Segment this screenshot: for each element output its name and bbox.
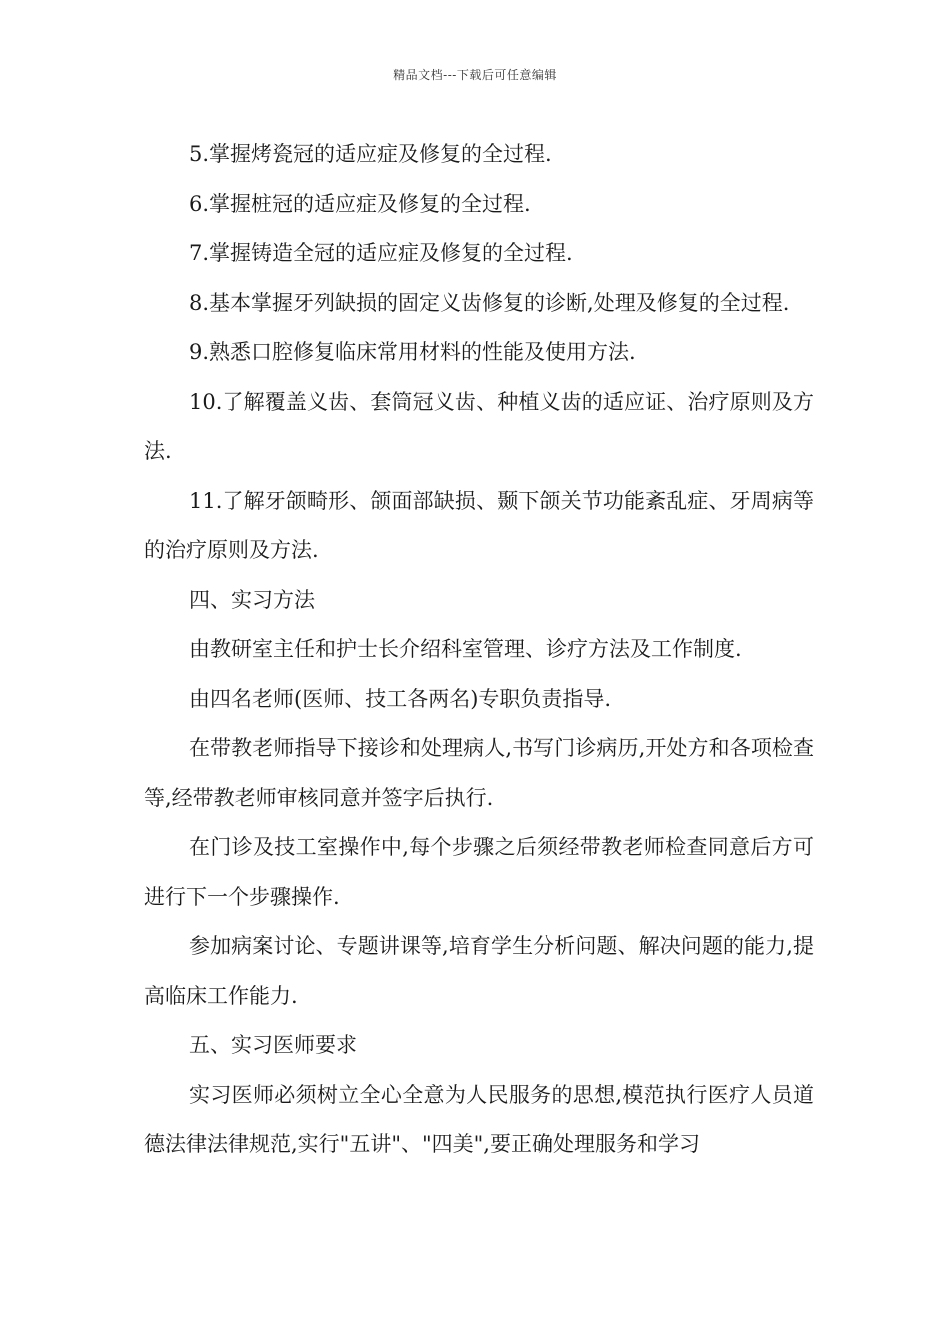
document-body xyxy=(144,130,814,1170)
paragraph-item-8: 8.基本掌握牙列缺损的固定义齿修复的诊断,处理及修复的全过程. xyxy=(189,290,790,315)
paragraph-method-5: 参加病案讨论、专题讲课等,培育学生分析问题、解决问题的能力,提高临床工作能力. xyxy=(144,934,814,1008)
page-header: 精品文档---下载后可任意编辑 xyxy=(393,68,557,82)
paragraph-item-9: 9.熟悉口腔修复临床常用材料的性能及使用方法. xyxy=(189,340,636,364)
paragraph-item-5: 5.掌握烤瓷冠的适应症及修复的全过程. xyxy=(189,142,552,166)
paragraph-requirement-1: 实习医师必须树立全心全意为人民服务的思想,模范执行医疗人员道德法律法律规范,实行"五讲"、"四美",要正确处理服务和学习 xyxy=(144,1082,814,1156)
paragraph-method-3: 在带教老师指导下接诊和处理病人,书写门诊病历,开处方和各项检查等,经带教老师审核同意并签字后执行. xyxy=(144,736,814,810)
paragraph-method-2: 由四名老师(医师、技工各两名)专职负责指导. xyxy=(189,686,612,711)
paragraph-item-7: 7.掌握铸造全冠的适应症及修复的全过程. xyxy=(189,241,573,265)
paragraph-item-10: 10.了解覆盖义齿、套筒冠义齿、种植义齿的适应证、治疗原则及方法. xyxy=(144,389,814,463)
paragraph-method-1: 由教研室主任和护士长介绍科室管理、诊疗方法及工作制度. xyxy=(189,637,742,661)
section-heading-practice-methods: 四、实习方法 xyxy=(189,587,315,612)
paragraph-method-4: 在门诊及技工室操作中,每个步骤之后须经带教老师检查同意后方可进行下一个步骤操作. xyxy=(144,835,814,909)
paragraph-item-6: 6.掌握桩冠的适应症及修复的全过程. xyxy=(189,191,531,216)
paragraph-item-11: 11.了解牙颌畸形、颌面部缺损、颞下颌关节功能紊乱症、牙周病等的治疗原则及方法. xyxy=(144,488,814,562)
section-heading-intern-requirements: 五、实习医师要求 xyxy=(189,1033,357,1057)
